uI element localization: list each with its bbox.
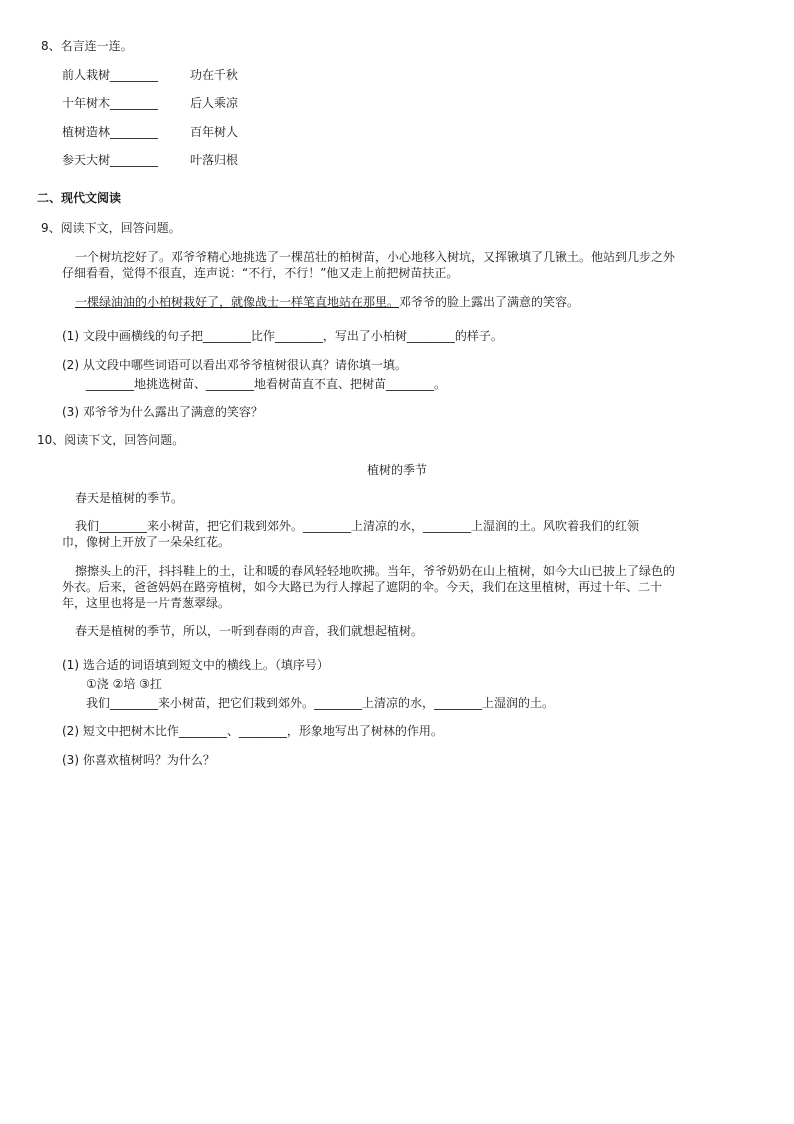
q8-title: 8、名言连一连。 xyxy=(41,39,133,53)
q9-title: 9、阅读下文，回答问题。 xyxy=(41,221,181,235)
q10-subquestion-2: (2) 短文中把树木比作________、________，形象地写出了树林的作用。 xyxy=(62,724,443,738)
q8-right-item-3: 百年树人 xyxy=(190,125,239,139)
q10-paragraph-3-line-3: 年，这里也将是一片青葱翠绿。 xyxy=(62,596,231,610)
q8-left-item-4: 参天大树________ xyxy=(62,153,159,167)
q8-right-item-2: 后人乘凉 xyxy=(190,96,239,110)
q10-subquestion-1-options: ①浇 ②培 ③扛 xyxy=(86,677,162,691)
q10-title: 10、阅读下文，回答问题。 xyxy=(37,433,185,447)
q9-subquestion-3: (3) 邓爷爷为什么露出了满意的笑容？ xyxy=(62,405,263,419)
q9-underlined-sentence: 一棵绿油油的小柏树栽好了，就像战士一样笔直地站在那里。 xyxy=(75,295,400,309)
q10-paragraph-1: 春天是植树的季节。 xyxy=(75,491,184,505)
q10-paragraph-3-line-1: 擦擦头上的汗，抖抖鞋上的土，让和暖的春风轻轻地吹拂。当年，爷爷奶奶在山上植树，如今大山已披上了绿色的 xyxy=(75,564,676,578)
q9-subquestion-2: (2) 从文段中哪些词语可以看出邓爷爷植树很认真？请你填一填。 xyxy=(62,358,407,372)
q9-paragraph-1-line-2: 仔细看看，觉得不很直，连声说：“不行，不行！”他又走上前把树苗扶正。 xyxy=(62,266,459,280)
q9-paragraph-2 xyxy=(75,294,579,310)
q10-passage-title: 植树的季节 xyxy=(366,463,427,477)
q10-paragraph-4: 春天是植树的季节，所以，一听到春雨的声音，我们就想起植树。 xyxy=(75,624,424,638)
q9-paragraph-1-line-1: 一个树坑挖好了。邓爷爷精心地挑选了一棵茁壮的柏树苗，小心地移入树坑，又挥锹填了几锹土。他站到几步之外 xyxy=(75,250,676,264)
q10-subquestion-3: (3) 你喜欢植树吗？为什么？ xyxy=(62,753,215,767)
q10-paragraph-2-line-1: 我们________来小树苗，把它们栽到郊外。________上清凉的水，________上湿润的土。风吹着我们的红领 xyxy=(75,519,640,533)
q10-paragraph-3-line-2: 外衣。后来，爸爸妈妈在路旁植树，如今大路已为行人撑起了遮阴的伞。今天，我们在这里植树，再过十年、二十 xyxy=(62,580,663,594)
q10-subquestion-1-fill: 我们________来小树苗，把它们栽到郊外。________上清凉的水，________上湿润的土。 xyxy=(86,696,555,710)
q9-subquestion-1: (1) 文段中画横线的句子把________比作________，写出了小柏树________的样子。 xyxy=(62,329,503,343)
q8-right-item-4: 叶落归根 xyxy=(190,153,239,167)
section-2-heading: 二、现代文阅读 xyxy=(37,191,122,205)
q8-right-item-1: 功在千秋 xyxy=(190,68,239,82)
q9-subquestion-2-fill: ________地挑选树苗、________地看树苗直不直、把树苗________。 xyxy=(86,377,447,391)
q8-left-item-2: 十年树木________ xyxy=(62,96,159,110)
q8-left-item-3: 植树造林________ xyxy=(62,125,159,139)
q8-left-item-1: 前人栽树________ xyxy=(62,68,159,82)
q9-paragraph-2-rest: 邓爷爷的脸上露出了满意的笑容。 xyxy=(399,295,580,309)
q10-paragraph-2-line-2: 巾，像树上开放了一朵朵红花。 xyxy=(62,535,231,549)
q10-subquestion-1: (1) 选合适的词语填到短文中的横线上。（填序号） xyxy=(62,658,329,672)
